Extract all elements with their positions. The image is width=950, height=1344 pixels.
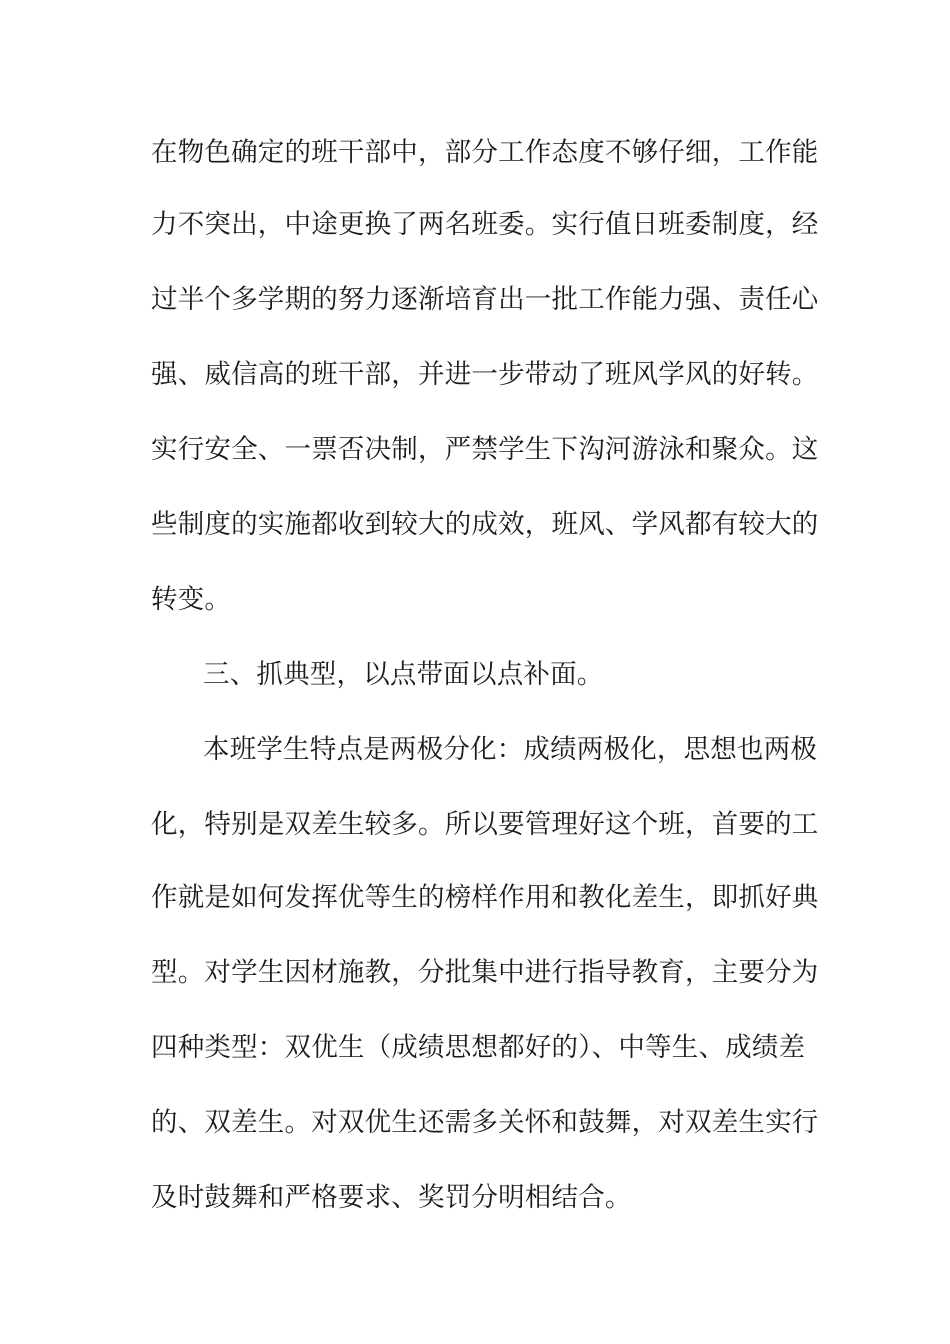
text-line: 化，特别是双差生较多。所以要管理好这个班，首要的工 xyxy=(151,809,819,840)
section-heading: 三、抓典型，以点带面以点补面。 xyxy=(203,659,604,690)
text-line: 强、威信高的班干部，并进一步带动了班风学风的好转。 xyxy=(151,359,819,390)
text-line: 力不突出，中途更换了两名班委。实行值日班委制度，经 xyxy=(151,209,819,240)
text-line: 四种类型：双优生（成绩思想都好的）、中等生、成绩差 xyxy=(151,1032,806,1063)
text-line: 转变。 xyxy=(151,584,232,615)
text-line: 些制度的实施都收到较大的成效，班风、学风都有较大的 xyxy=(151,509,819,540)
text-line: 本班学生特点是两极分化：成绩两极化，思想也两极 xyxy=(203,734,818,765)
text-line: 作就是如何发挥优等生的榜样作用和教化差生，即抓好典 xyxy=(151,882,819,913)
text-line: 实行安全、一票否决制，严禁学生下沟河游泳和聚众。这 xyxy=(151,434,819,465)
text-line: 过半个多学期的努力逐渐培育出一批工作能力强、责任心 xyxy=(151,284,819,315)
text-line: 的、双差生。对双优生还需多关怀和鼓舞，对双差生实行 xyxy=(151,1107,819,1138)
text-line: 型。对学生因材施教，分批集中进行指导教育，主要分为 xyxy=(151,957,819,988)
text-line: 及时鼓舞和严格要求、奖罚分明相结合。 xyxy=(151,1182,632,1213)
text-line: 在物色确定的班干部中，部分工作态度不够仔细，工作能 xyxy=(151,137,819,168)
